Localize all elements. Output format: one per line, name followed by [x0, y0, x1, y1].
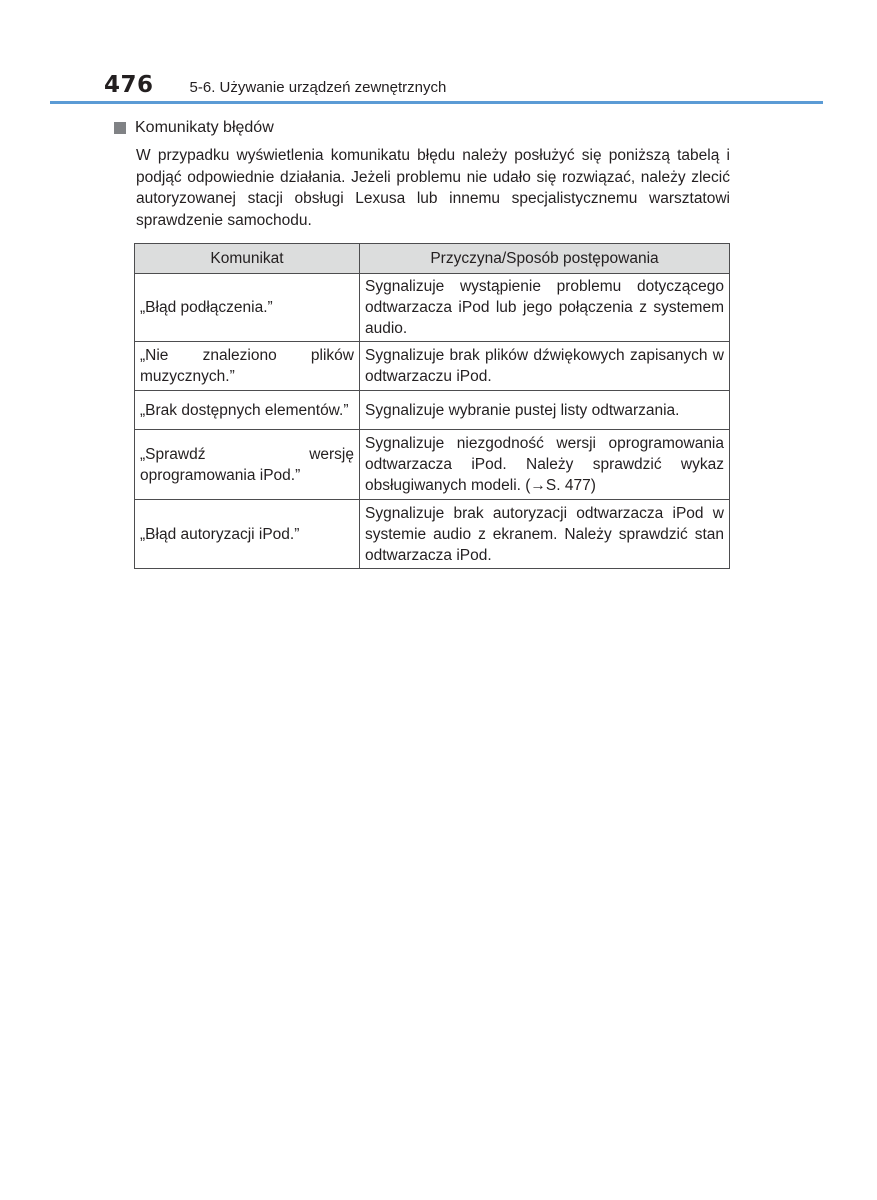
- cause-cell: Sygnalizuje wystąpienie problemu dotyczącego odtwarzacza iPod lub jego połączenia z systemem audio.: [360, 274, 730, 342]
- table-row: [135, 430, 730, 500]
- message-cell: „Brak dostępnych elementów.”: [135, 391, 360, 430]
- cause-cell: Sygnalizuje wybranie pustej listy odtwarzania.: [360, 391, 730, 430]
- table-row: [135, 500, 730, 569]
- cause-cell: Sygnalizuje niezgodność wersji oprogramowania odtwarzacza iPod. Należy sprawdzić wykaz obsługiwanych modeli. (→S. 477): [360, 430, 730, 500]
- subsection-title: Komunikaty błędów: [135, 119, 274, 136]
- header-divider: [50, 101, 823, 104]
- column-header-cause: Przyczyna/Sposób postępowania: [360, 244, 730, 274]
- message-cell: „Błąd podłączenia.”: [135, 274, 360, 342]
- page-header: [104, 72, 446, 102]
- square-bullet-icon: [114, 122, 126, 134]
- subsection-heading: [114, 119, 274, 137]
- table-row: [135, 391, 730, 430]
- table-header-row: [135, 244, 730, 274]
- column-header-message: Komunikat: [135, 244, 360, 274]
- error-messages-table: [134, 243, 730, 569]
- section-title: 5-6. Używanie urządzeń zewnętrznych: [189, 79, 447, 96]
- table-row: [135, 274, 730, 342]
- message-cell: „Sprawdź wersję oprogramowania iPod.”: [135, 430, 360, 500]
- table-row: [135, 342, 730, 391]
- message-cell: „Nie znaleziono plików muzycznych.”: [135, 342, 360, 391]
- intro-paragraph: W przypadku wyświetlenia komunikatu błędu należy posłużyć się poniższą tabelą i podjąć odpowiednie działania. Jeżeli problemu nie udało się rozwiązać, należy zlecić autoryzowanej stacji obsługi Lexusa lub innemu specjalistycznemu warsztatowi sprawdzenie samochodu.: [136, 147, 730, 229]
- message-cell: „Błąd autoryzacji iPod.”: [135, 500, 360, 569]
- cause-cell: Sygnalizuje brak plików dźwiękowych zapisanych w odtwarzaczu iPod.: [360, 342, 730, 391]
- page-number: 476: [104, 72, 154, 98]
- cause-cell: Sygnalizuje brak autoryzacji odtwarzacza iPod w systemie audio z ekranem. Należy sprawdzić stan odtwarzacza iPod.: [360, 500, 730, 569]
